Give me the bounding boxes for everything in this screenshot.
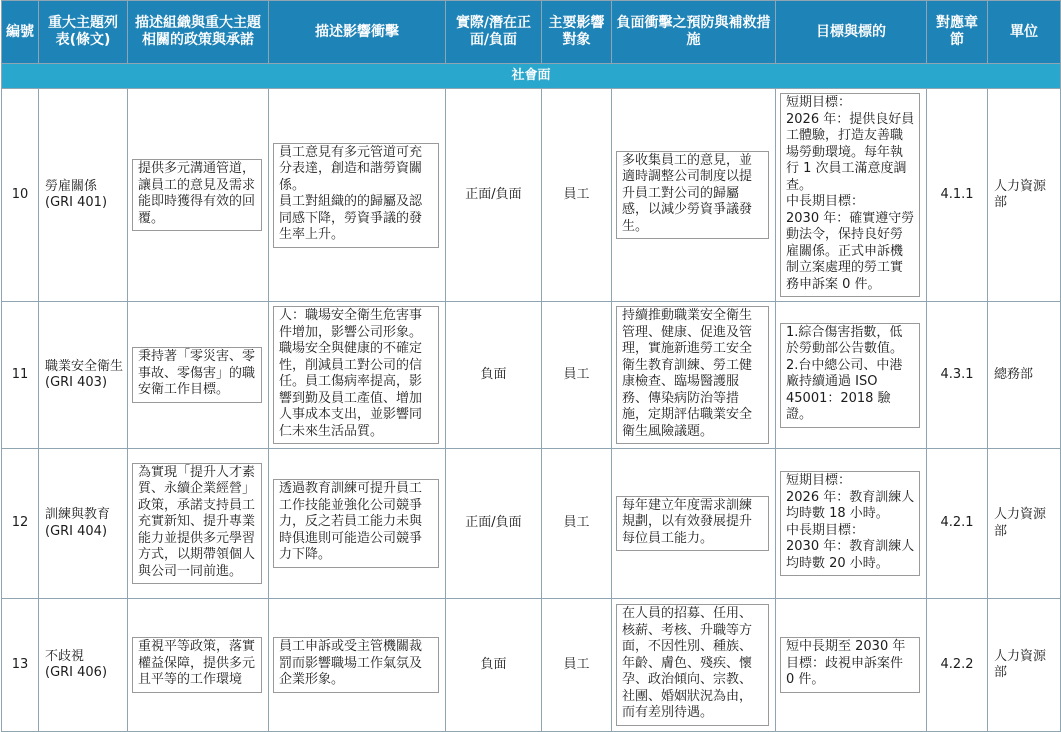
row-no: 10: [2, 89, 39, 302]
row-measures: 在人員的招募、任用、核薪、考核、升職等方面，不因性別、種族、年齡、膚色、殘疾、懷孕、政治傾向、宗教、社團、婚姻狀況為由，而有差別待遇。: [616, 604, 769, 726]
row-goals: 短期目標： 2026 年：提供良好員工體驗，打造友善職場勞動環境。每年執行 1 次員工滿意度調查。 中長期目標： 2030 年：確實遵守勞動法令，保持良好勞雇關係。正式申訴機制立案處理的勞工實務申訴案 0 件。: [780, 93, 920, 297]
section-row: [2, 64, 1061, 89]
header-impact: 描述影響衝擊: [269, 1, 446, 64]
table-row: [2, 89, 1061, 302]
row-chapter: 4.1.1: [927, 89, 988, 302]
header-row: [2, 1, 1061, 64]
row-topic: 訓練與教育 (GRI 404): [39, 449, 128, 599]
header-unit: 單位: [988, 1, 1061, 64]
row-actual: 正面/負面: [446, 89, 542, 302]
row-goals: 1.綜合傷害指數，低於勞動部公告數值。 2.台中總公司、中港廠持續通過 ISO 45001：2018 驗證。: [780, 323, 920, 428]
row-unit: 人力資源部: [988, 599, 1061, 732]
table-row: [2, 599, 1061, 732]
row-measures: 每年建立年度需求訓練規劃，以有效發展提升每位員工能力。: [616, 496, 769, 552]
row-impact: 人：職場安全衛生危害事件增加，影響公司形象。 職場安全與健康的不確定性，削減員工對公司的信任。員工傷病率提高，影響到勤及員工產值、增加人事成本支出，並影響同仁未來生活品質。: [273, 306, 439, 444]
header-no: 編號: [2, 1, 39, 64]
section-title: 社會面: [2, 64, 1061, 89]
row-no: 12: [2, 449, 39, 599]
row-measures: 多收集員工的意見，並適時調整公司制度以提升員工對公司的歸屬感，以減少勞資爭議發生。: [616, 151, 769, 240]
row-actual: 正面/負面: [446, 449, 542, 599]
header-policy: 描述組織與重大主題相關的政策與承諾: [128, 1, 269, 64]
header-topic: 重大主題列表(條文): [39, 1, 128, 64]
row-topic: 不歧視 (GRI 406): [39, 599, 128, 732]
row-goals: 短期目標： 2026 年：教育訓練人均時數 18 小時。 中長期目標： 2030 年：教育訓練人均時數 20 小時。: [780, 471, 920, 576]
header-chapter: 對應章節: [927, 1, 988, 64]
row-policy: 為實現「提升人才素質、永續企業經營」政策，承諾支持員工充實新知、提升專業能力並提供多元學習方式，以期帶領個人與公司一同前進。: [132, 463, 262, 585]
row-target: 員工: [542, 302, 612, 449]
row-chapter: 4.3.1: [927, 302, 988, 449]
header-measures: 負面衝擊之預防與補救措施: [612, 1, 776, 64]
row-topic: 職業安全衛生 (GRI 403): [39, 302, 128, 449]
row-impact: 透過教育訓練可提升員工工作技能並強化公司競爭力，反之若員工能力未與時俱進則可能造公司競爭力下降。: [273, 479, 439, 568]
row-goals: 短中長期至 2030 年目標：歧視申訴案件 0 件。: [780, 637, 920, 693]
row-chapter: 4.2.1: [927, 449, 988, 599]
row-target: 員工: [542, 599, 612, 732]
row-chapter: 4.2.2: [927, 599, 988, 732]
row-actual: 負面: [446, 599, 542, 732]
row-target: 員工: [542, 449, 612, 599]
row-topic: 勞雇關係 (GRI 401): [39, 89, 128, 302]
row-policy: 重視平等政策，落實權益保障，提供多元且平等的工作環境: [132, 637, 262, 693]
row-no: 11: [2, 302, 39, 449]
row-impact: 員工申訴或受主管機關裁罰而影響職場工作氣氛及企業形象。: [273, 637, 439, 693]
row-policy: 提供多元溝通管道，讓員工的意見及需求能即時獲得有效的回覆。: [132, 159, 262, 231]
row-unit: 人力資源部: [988, 89, 1061, 302]
header-target: 主要影響對象: [542, 1, 612, 64]
table-row: [2, 302, 1061, 449]
table-row: [2, 449, 1061, 599]
material-topics-table: [1, 0, 1061, 732]
row-target: 員工: [542, 89, 612, 302]
header-goals: 目標與標的: [776, 1, 927, 64]
row-policy: 秉持著「零災害、零事故、零傷害」的職安衛工作目標。: [132, 347, 262, 403]
row-actual: 負面: [446, 302, 542, 449]
row-measures: 持續推動職業安全衛生管理、健康、促進及管理，實施新進勞工安全衛生教育訓練、勞工健康檢查、臨場醫護服務、傳染病防治等措施，定期評估職業安全衛生風險議題。: [616, 306, 769, 444]
row-unit: 人力資源部: [988, 449, 1061, 599]
row-impact: 員工意見有多元管道可充分表達，創造和諧勞資關係。 員工對組織的的歸屬及認同感下降，勞資爭議的發生率上升。: [273, 143, 439, 248]
row-no: 13: [2, 599, 39, 732]
header-actual: 實際/潛在正面/負面: [446, 1, 542, 64]
row-unit: 總務部: [988, 302, 1061, 449]
